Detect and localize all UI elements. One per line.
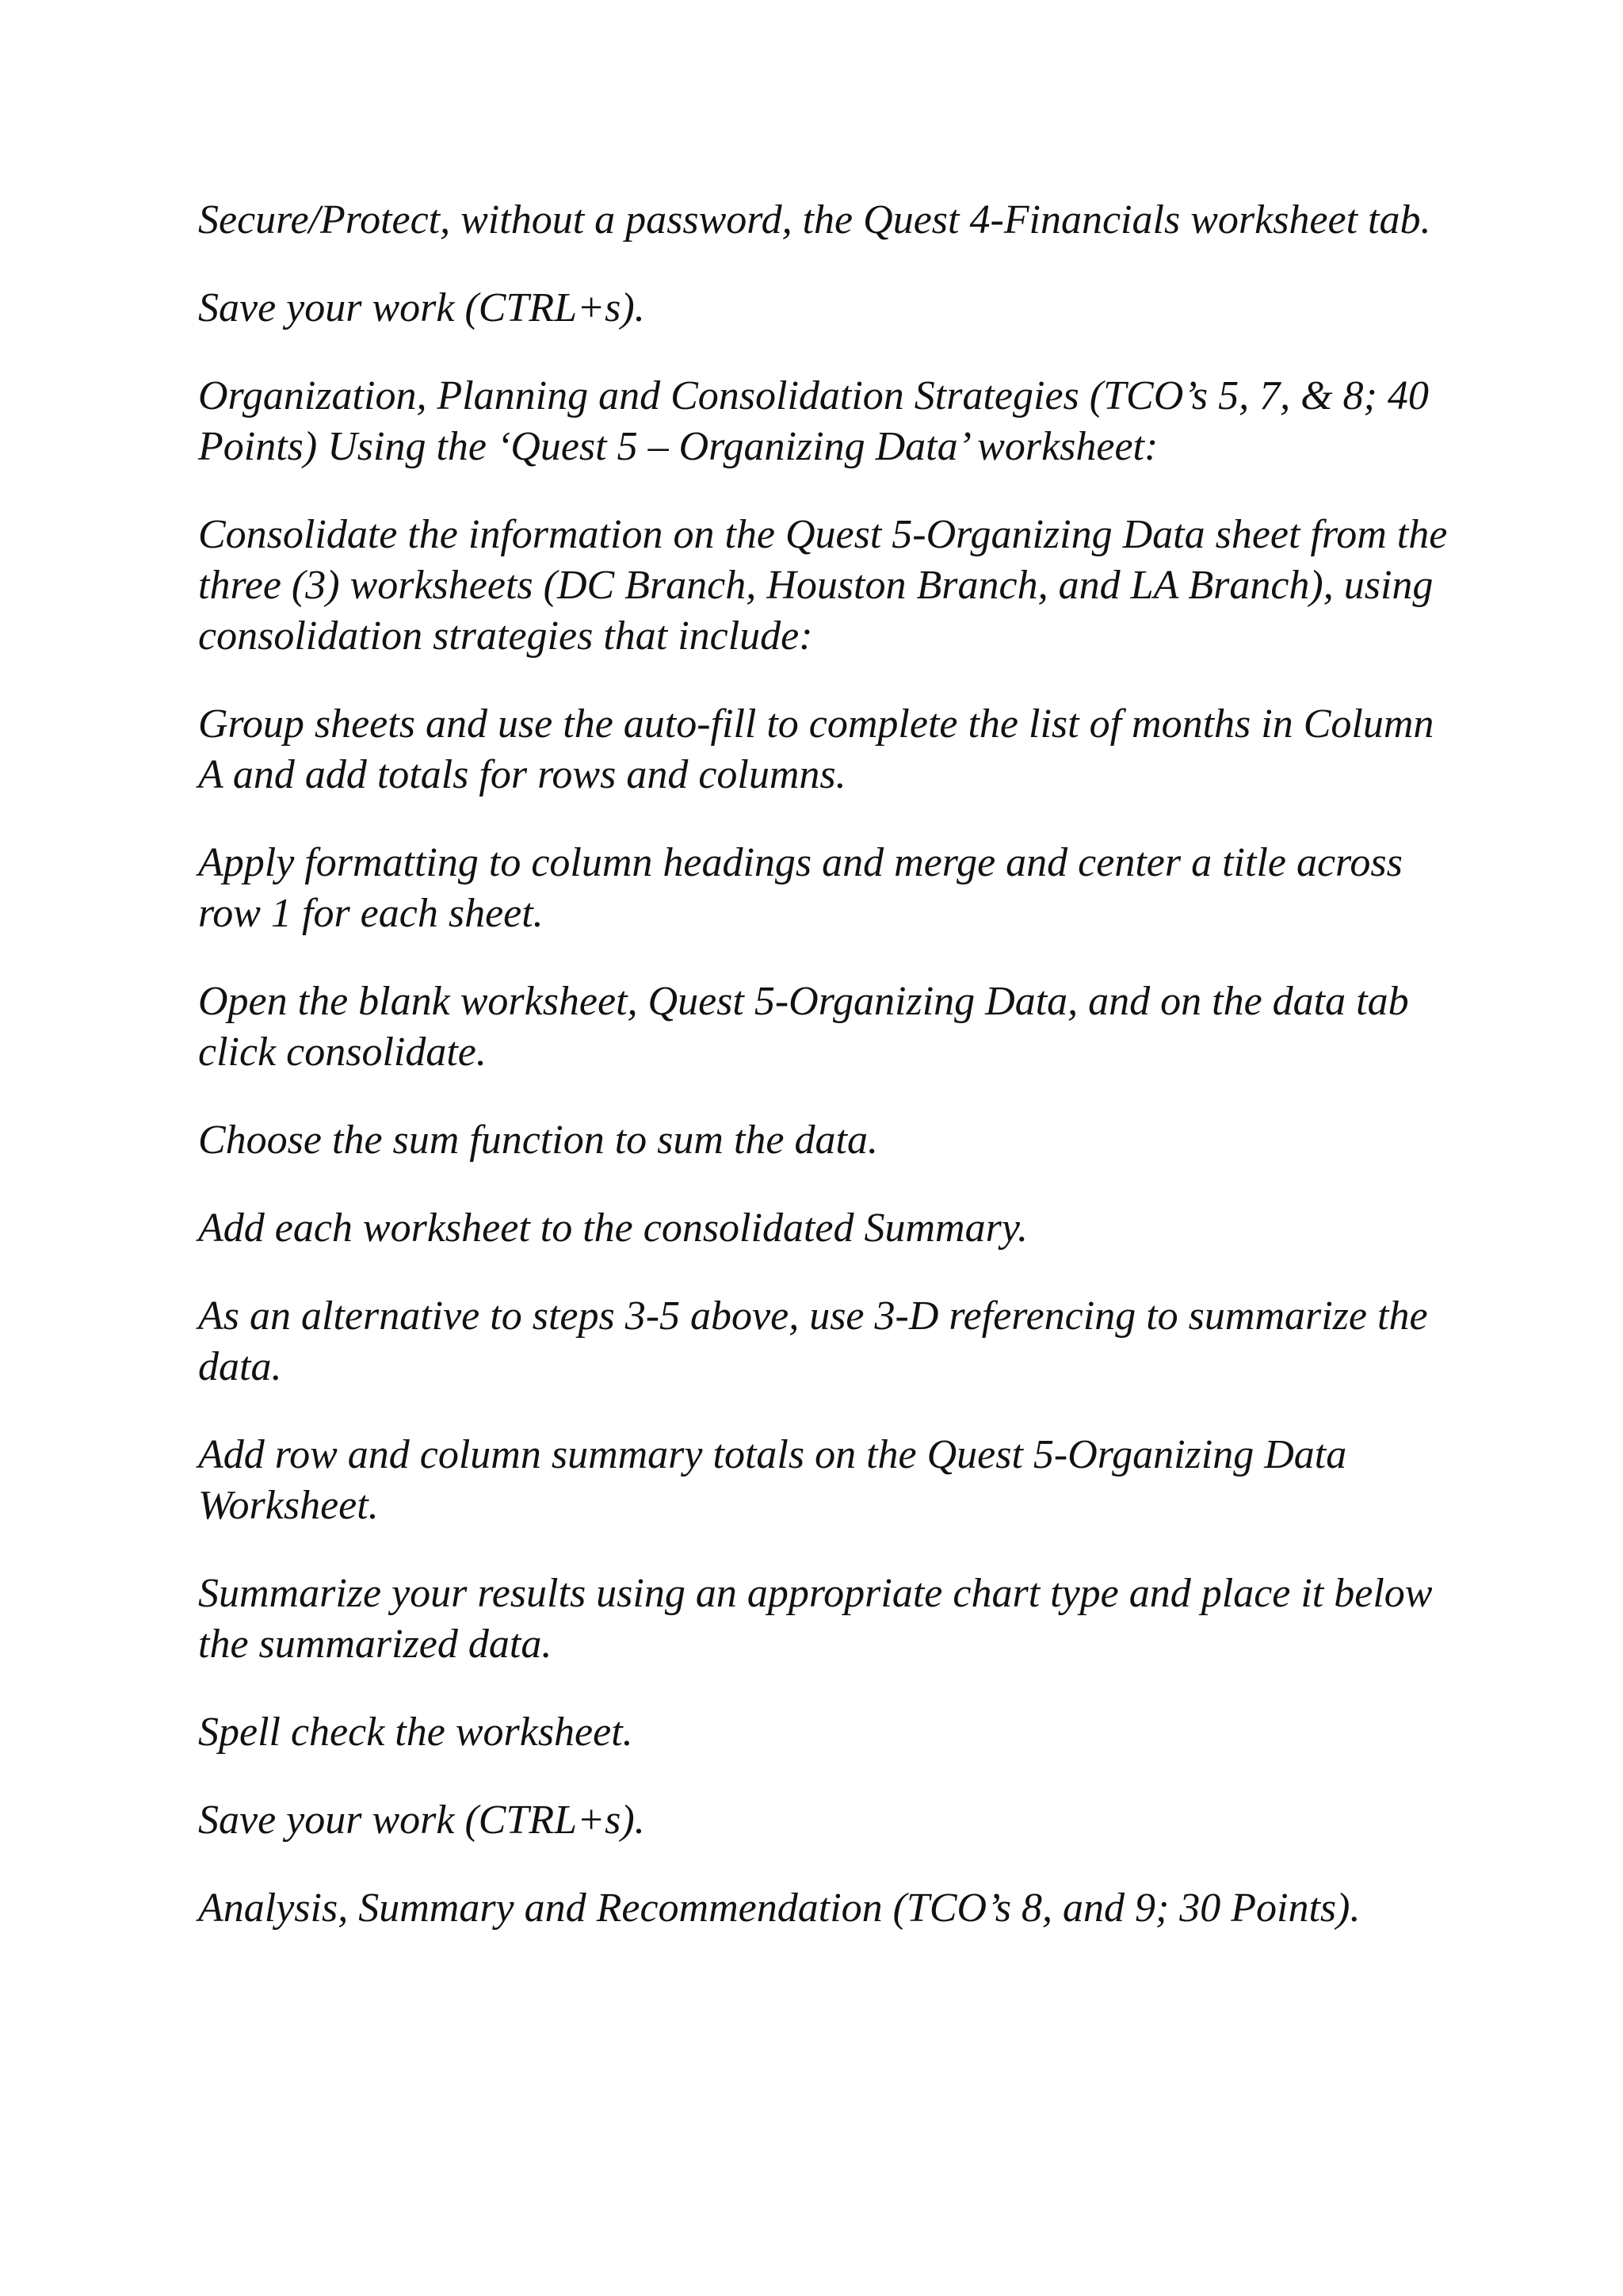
paragraph-spell-check: Spell check the worksheet.: [198, 1710, 633, 1755]
paragraph-save-work: Save your work (CTRL+s).: [198, 285, 645, 330]
paragraph-summarize-results: Summarize your results using an appropriate chart type and place it below the summarized data.: [198, 1571, 1433, 1667]
paragraph-analysis-heading: Analysis, Summary and Recommendation (TCO’s 8, and 9; 30 Points).: [198, 1885, 1361, 1931]
document-body: [198, 195, 1466, 1971]
paragraph-choose-sum: Choose the sum function to sum the data.: [198, 1117, 878, 1163]
paragraph-organization-heading: Organization, Planning and Consolidation Strategies (TCO’s 5, 7, & 8; 40 Points) Using the ‘Quest 5 – Organizing Data’ worksheet:: [198, 373, 1429, 469]
paragraph-open-blank-worksheet: Open the blank worksheet, Quest 5-Organizing Data, and on the data tab click consolidate.: [198, 979, 1409, 1075]
paragraph-add-summary-totals: Add row and column summary totals on the Quest 5-Organizing Data Worksheet.: [198, 1432, 1347, 1528]
paragraph-secure-protect: Secure/Protect, without a password, the Quest 4-Financials worksheet tab.: [198, 197, 1431, 243]
paragraph-consolidate: Consolidate the information on the Quest 5-Organizing Data sheet from the three (3) worksheets (DC Branch, Houston Branch, and LA Branch), using consolidation strategies that include:: [198, 512, 1448, 659]
paragraph-add-each-worksheet: Add each worksheet to the consolidated Summary.: [198, 1205, 1029, 1251]
paragraph-save-work-2: Save your work (CTRL+s).: [198, 1797, 645, 1843]
paragraph-alternative-3d: As an alternative to steps 3-5 above, use 3-D referencing to summarize the data.: [198, 1293, 1428, 1389]
paragraph-apply-formatting: Apply formatting to column headings and merge and center a title across row 1 for each sheet.: [198, 840, 1403, 936]
paragraph-group-sheets: Group sheets and use the auto-fill to complete the list of months in Column A and add totals for rows and columns.: [198, 701, 1434, 797]
